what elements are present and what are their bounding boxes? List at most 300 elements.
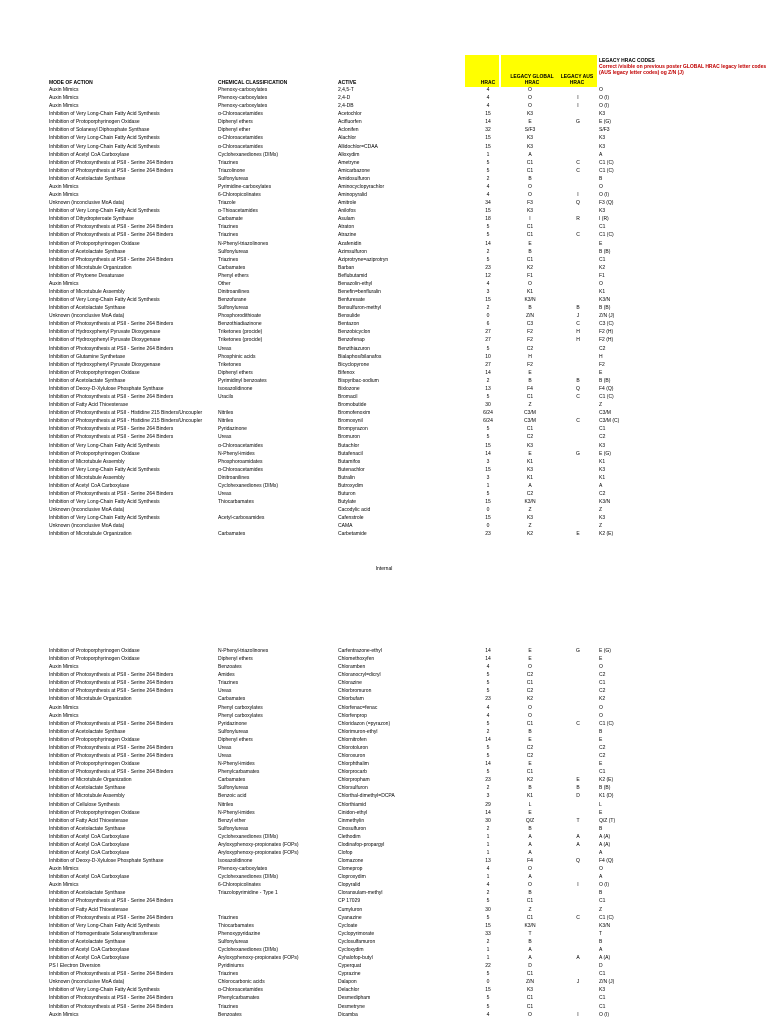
active-cell: Bromacil <box>338 394 358 401</box>
table-row <box>0 386 768 393</box>
chemical-classification-cell: Triazines <box>218 914 239 921</box>
legacy-code-cell: Z/N (J) <box>599 313 615 320</box>
mode-of-action-cell: Inhibition of Very Long-Chain Fatty Acid Synthesis <box>49 515 160 522</box>
mode-of-action-cell: Inhibition of Acetyl CoA Carboxylase <box>49 946 130 953</box>
mode-of-action-cell: Inhibition of Photosynthesis at PSII - Serine 264 Binders <box>49 720 174 727</box>
hrac-cell: 1 <box>486 482 490 489</box>
table-row <box>0 208 768 215</box>
active-cell: Cinosulfuron <box>338 825 367 832</box>
legacy-aus-hrac-cell: I <box>577 1011 579 1018</box>
mode-of-action-cell: Auxin Mimics <box>49 95 79 102</box>
table-row <box>0 818 768 825</box>
legacy-aus-hrac-cell: B <box>576 377 580 384</box>
active-cell: Butroxydim <box>338 482 364 489</box>
table-row <box>0 249 768 256</box>
chemical-classification-cell: N-Phenyl-imides <box>218 450 255 457</box>
legacy-global-hrac-cell: K3/N <box>524 922 536 929</box>
legacy-code-cell: B (B) <box>599 377 611 384</box>
legacy-aus-hrac-cell: Q <box>576 200 580 207</box>
active-cell: Bispyribac-sodium <box>338 377 379 384</box>
active-cell: Benazolin-ethyl <box>338 280 373 287</box>
table-row <box>0 834 768 841</box>
legacy-code-cell: A <box>599 151 603 158</box>
active-cell: Bentazon <box>338 321 360 328</box>
active-cell: Aminocyclopyrachlor <box>338 183 385 190</box>
legacy-code-cell: C2 <box>599 688 606 695</box>
hrac-cell: 5 <box>486 769 490 776</box>
mode-of-action-cell: Inhibition of Very Long-Chain Fatty Acid Synthesis <box>49 466 160 473</box>
hrac-cell: 5 <box>486 224 490 231</box>
hrac-cell: 5 <box>486 345 490 352</box>
hrac-cell: 6 <box>486 321 490 328</box>
active-cell: Delachlor <box>338 987 360 994</box>
mode-of-action-cell: Inhibition of Acetyl CoA Carboxylase <box>49 151 130 158</box>
hrac-cell: 4 <box>486 704 490 711</box>
mode-of-action-cell: Unknown (inconclusive MoA data) <box>49 979 125 986</box>
active-cell: Clomeprop <box>338 866 363 873</box>
chemical-classification-cell: Benzothiadiazinone <box>218 321 262 328</box>
legacy-code-cell: E <box>599 656 603 663</box>
active-cell: Bialaphos/bilanafos <box>338 353 382 360</box>
mode-of-action-cell: Auxin Mimics <box>49 1011 79 1018</box>
table-row <box>0 939 768 946</box>
hrac-cell: 5 <box>486 426 490 433</box>
table-row <box>0 523 768 530</box>
active-cell: Chlorotoluron <box>338 744 369 751</box>
chemical-classification-cell: Carbamates <box>218 777 246 784</box>
mode-of-action-cell: Auxin Mimics <box>49 87 79 93</box>
legacy-global-hrac-cell: F3 <box>527 200 533 207</box>
chemical-classification-cell: Diphenyl ethers <box>218 656 253 663</box>
mode-of-action-cell: Inhibition of Acetolactate Synthase <box>49 248 126 255</box>
legacy-code-cell: K3 <box>599 987 606 994</box>
mode-of-action-cell: Inhibition of Protoporphyrinogen Oxidase <box>49 240 140 247</box>
hrac-cell: 23 <box>485 531 491 538</box>
mode-of-action-cell: Inhibition of Protoporphyrinogen Oxidase <box>49 450 140 457</box>
legacy-global-hrac-cell: K3 <box>526 515 534 522</box>
table-row <box>0 1012 768 1019</box>
hrac-cell: 12 <box>485 272 491 279</box>
active-cell: Amitrole <box>338 200 357 207</box>
legacy-code-cell: K3/N <box>599 499 611 506</box>
legacy-code-cell: F2 <box>599 361 605 368</box>
mode-of-action-cell: Inhibition of Microtubule Assembly <box>49 474 125 481</box>
legacy-global-hrac-cell: C2 <box>526 434 534 441</box>
legacy-global-hrac-cell: C2 <box>526 744 534 751</box>
table-row <box>0 907 768 914</box>
chemical-classification-cell: α-Chloroacetamides <box>218 987 263 994</box>
chemical-classification-cell: Sulfonylureas <box>218 305 249 312</box>
legacy-global-hrac-header: LEGACY GLOBAL HRAC <box>510 74 554 86</box>
legacy-global-hrac-cell: C1 <box>526 167 534 174</box>
chemical-classification-cell: Triazines <box>218 256 239 263</box>
legacy-global-hrac-cell: K2 <box>526 531 534 538</box>
active-cell: Butralin <box>338 474 355 481</box>
legacy-code-cell: A <box>599 874 603 881</box>
active-cell: Aziprotryne=aziprotryn <box>338 256 389 263</box>
legacy-code-cell: O <box>599 664 603 671</box>
chemical-classification-cell: Ureas <box>218 434 232 441</box>
hrac-cell: 2 <box>486 377 490 384</box>
mode-of-action-cell: Inhibition of Photosynthesis at PSII - Serine 264 Binders <box>49 491 174 497</box>
mode-of-action-cell: Inhibition of Photosynthesis at PSII - Serine 264 Binders <box>49 434 174 441</box>
chemical-classification-cell: Sulfonylureas <box>218 825 249 832</box>
legacy-global-hrac-cell: F4 <box>527 385 533 392</box>
table-row <box>0 224 768 231</box>
chemical-classification-cell: N-Phenyl-triazolinones <box>218 648 269 654</box>
mode-of-action-cell: Inhibition of Photosynthesis at PSII - Serine 264 Binders <box>49 680 174 687</box>
active-cell: Amicarbazone <box>338 167 370 174</box>
hrac-cell: 5 <box>486 688 490 695</box>
table-row <box>0 192 768 199</box>
chemical-classification-cell: Ureas <box>218 753 232 760</box>
mode-of-action-cell: Inhibition of Fatty Acid Thioesterase <box>49 817 129 824</box>
legacy-global-hrac-cell: B <box>528 377 532 384</box>
legacy-global-hrac-cell: C2 <box>526 345 534 352</box>
legacy-code-cell: A <box>599 946 603 953</box>
legacy-code-cell: K3 <box>599 208 606 215</box>
hrac-cell: 2 <box>486 248 490 255</box>
legacy-global-hrac-cell: B <box>528 248 532 255</box>
active-cell: Cacodylic acid <box>338 507 371 514</box>
active-cell: Butachlor <box>338 442 360 449</box>
legacy-aus-hrac-cell: A <box>576 841 580 848</box>
legacy-code-cell: F3 (Q) <box>599 200 614 207</box>
mode-of-action-cell: Inhibition of Photosynthesis at PSII - Serine 264 Binders <box>49 159 174 166</box>
mode-of-action-cell: PS I Electron Diversion <box>49 963 101 970</box>
mode-of-action-cell: Unknown (inconclusive MoA data) <box>49 523 125 530</box>
table-row <box>0 354 768 361</box>
hrac-cell: 5 <box>486 159 490 166</box>
hrac-cell: 29 <box>485 801 491 808</box>
active-cell: Bensulide <box>338 313 360 320</box>
hrac-cell: 0 <box>486 507 490 514</box>
active-cell: Chlomethoxyfen <box>338 656 375 663</box>
active-cell: 2,4,5-T <box>338 87 354 93</box>
legacy-code-cell: K3/N <box>599 297 611 304</box>
table-row <box>0 866 768 873</box>
mode-of-action-cell: Inhibition of Protoporphyrinogen Oxidase <box>49 736 140 743</box>
active-cell: Chlorbromuron <box>338 688 372 695</box>
mode-of-action-cell: Inhibition of Very Long-Chain Fatty Acid Synthesis <box>49 297 160 304</box>
mode-of-action-cell: Auxin Mimics <box>49 103 79 110</box>
legacy-code-cell: K3 <box>599 515 606 522</box>
mode-of-action-cell: Inhibition of Cellulose Synthesis <box>49 801 120 808</box>
legacy-codes-title: LEGACY HRAC CODES <box>599 58 655 64</box>
table-row <box>0 842 768 849</box>
hrac-cell: 4 <box>486 280 490 287</box>
chemical-classification-cell: Pyrimidine-carboxylates <box>218 183 272 190</box>
legacy-global-hrac-cell: C1 <box>526 224 534 231</box>
active-cell: Cycloxydim <box>338 946 364 953</box>
active-cell: Chloranocryl=dicryl <box>338 672 381 679</box>
mode-of-action-cell: Inhibition of Microtubule Organization <box>49 264 132 271</box>
chemical-classification-cell: Triketones (procide) <box>218 337 263 344</box>
active-cell: Bicyclopyrone <box>338 361 370 368</box>
legacy-global-hrac-cell: Z <box>528 523 532 530</box>
chemical-classification-cell: Thiocarbamates <box>218 499 254 506</box>
mode-of-action-cell: Inhibition of Photosynthesis at PSII - Serine 264 Binders <box>49 426 174 433</box>
mode-of-action-cell: Inhibition of Acetyl CoA Carboxylase <box>49 874 130 881</box>
active-cell: Benzofenap <box>338 337 365 344</box>
legacy-code-cell: K2 (E) <box>599 531 614 538</box>
legacy-global-hrac-cell: K1 <box>526 458 534 465</box>
active-cell: Cinidon-ethyl <box>338 809 368 816</box>
table-row <box>0 745 768 752</box>
table-row <box>0 810 768 817</box>
table-row <box>0 664 768 671</box>
mode-of-action-cell: Auxin Mimics <box>49 866 79 873</box>
legacy-global-hrac-cell: C1 <box>526 720 534 727</box>
table-row <box>0 947 768 954</box>
table-row <box>0 257 768 264</box>
chemical-classification-cell: α-Chloroacetamides <box>218 111 263 118</box>
legacy-aus-hrac-cell: G <box>576 648 580 654</box>
mode-of-action-cell: Auxin Mimics <box>49 882 79 889</box>
legacy-code-cell: C1 <box>599 680 606 687</box>
legacy-code-cell: D <box>599 963 603 970</box>
hrac-cell: 15 <box>485 499 491 506</box>
legacy-aus-hrac-cell: I <box>577 882 579 889</box>
mode-of-action-cell: Inhibition of Photosynthesis at PSII - Serine 264 Binders <box>49 914 174 921</box>
legacy-global-hrac-cell: T <box>528 930 532 937</box>
table-row <box>0 111 768 118</box>
table-row <box>0 337 768 344</box>
mode-of-action-cell: Inhibition of Acetolactate Synthase <box>49 377 126 384</box>
legacy-global-hrac-cell: O <box>528 280 532 287</box>
legacy-code-cell: K1 <box>599 458 606 465</box>
legacy-global-hrac-cell: K3 <box>526 143 534 150</box>
chemical-classification-cell: Pyrimidinyl benzoates <box>218 377 267 384</box>
hrac-cell: 5 <box>486 914 490 921</box>
mode-of-action-cell: Inhibition of Photosynthesis at PSII - Serine 264 Binders <box>49 167 174 174</box>
legacy-global-hrac-cell: C3/M <box>524 418 536 425</box>
table-row <box>0 793 768 800</box>
hrac-cell: 27 <box>485 361 491 368</box>
active-cell: Acetochlor <box>338 111 362 118</box>
table-row <box>0 297 768 304</box>
legacy-aus-hrac-cell: H <box>576 329 580 336</box>
legacy-aus-hrac-cell: Q <box>576 385 580 392</box>
legacy-code-cell: B <box>599 728 603 735</box>
legacy-aus-hrac-cell: G <box>576 119 580 126</box>
active-cell: Clofop <box>338 850 353 856</box>
hrac-header: HRAC <box>480 80 496 86</box>
hrac-cell: 0 <box>486 313 490 320</box>
chemical-classification-cell: N-Phenyl-triazolinones <box>218 240 269 247</box>
legacy-global-hrac-cell: C3 <box>526 321 534 328</box>
legacy-code-cell: C2 <box>599 491 606 497</box>
legacy-global-hrac-cell: F4 <box>527 858 533 865</box>
mode-of-action-cell: Inhibition of Photosynthesis at PSII - Serine 264 Binders <box>49 898 174 905</box>
active-cell: Chlorprocarb <box>338 769 367 776</box>
legacy-global-hrac-cell: E <box>528 656 532 663</box>
active-cell: Chlorfenprop <box>338 712 367 719</box>
table-row <box>0 491 768 498</box>
table-row <box>0 168 768 175</box>
hrac-cell: 1 <box>486 850 490 856</box>
mode-of-action-cell: Inhibition of Photosynthesis at PSII - Serine 264 Binders <box>49 688 174 695</box>
legacy-code-cell: K2 <box>599 696 606 703</box>
legacy-code-cell: B (B) <box>599 785 611 792</box>
active-cell: Atrazine <box>338 232 357 239</box>
active-cell: Chlorphthalim <box>338 761 369 768</box>
legacy-global-hrac-cell: O <box>528 712 532 719</box>
legacy-aus-hrac-cell: C <box>576 394 580 401</box>
mode-of-action-cell: Inhibition of Photosynthesis at PSII - Serine 264 Binders <box>49 345 174 352</box>
active-cell: Carbetamide <box>338 531 367 538</box>
legacy-global-hrac-cell: K3/N <box>524 297 536 304</box>
legacy-global-hrac-cell: B <box>528 785 532 792</box>
legacy-code-cell: K3/N <box>599 922 611 929</box>
hrac-cell: 30 <box>485 402 491 409</box>
table-row <box>0 281 768 288</box>
chemical-classification-cell: Diphenyl ethers <box>218 369 253 376</box>
active-cell: Bromoxynil <box>338 418 363 425</box>
mode-of-action-cell: Inhibition of Photosynthesis at PSII - Serine 264 Binders <box>49 321 174 328</box>
legacy-code-cell: K1 <box>599 289 606 295</box>
chemical-classification-cell: Benzoic acid <box>218 793 247 800</box>
chemical-classification-cell: Sulfonylureas <box>218 785 249 792</box>
legacy-global-hrac-cell: F2 <box>527 361 533 368</box>
active-cell: Alachlor <box>338 135 357 142</box>
hrac-cell: 4 <box>486 882 490 889</box>
table-row <box>0 705 768 712</box>
mode-of-action-cell: Inhibition of Photosynthesis at PSII - Serine 264 Binders <box>49 394 174 401</box>
legacy-code-cell: K3 <box>599 111 606 118</box>
hrac-cell: 23 <box>485 696 491 703</box>
legacy-code-cell: C2 <box>599 672 606 679</box>
hrac-cell: 4 <box>486 712 490 719</box>
legacy-global-hrac-cell: K2 <box>526 696 534 703</box>
active-cell: Alloxydim <box>338 151 360 158</box>
hrac-cell: 15 <box>485 111 491 118</box>
mode-of-action-cell: Inhibition of Acetolactate Synthase <box>49 728 126 735</box>
active-cell: Bromofenoxim <box>338 410 371 417</box>
chemical-classification-header: CHEMICAL CLASSIFICATION <box>218 80 288 86</box>
legacy-global-hrac-cell: C1 <box>526 914 534 921</box>
chemical-classification-cell: Carbamates <box>218 696 246 703</box>
legacy-code-cell: F2 (H) <box>599 329 614 336</box>
mode-of-action-cell: Inhibition of Microtubule Assembly <box>49 793 125 800</box>
hrac-cell: 4 <box>486 87 490 93</box>
hrac-cell: 6/24 <box>483 410 493 417</box>
table-row <box>0 963 768 970</box>
legacy-code-cell: B <box>599 175 603 182</box>
table-row <box>0 688 768 695</box>
legacy-global-hrac-cell: D <box>528 963 532 970</box>
table-row <box>0 656 768 663</box>
mode-of-action-cell: Inhibition of Protoporphyrinogen Oxidase <box>49 809 140 816</box>
legacy-code-cell: C1 (C) <box>599 167 614 174</box>
legacy-code-cell: C1 (C) <box>599 720 614 727</box>
mode-of-action-cell: Inhibition of Fatty Acid Thioesterase <box>49 906 129 913</box>
active-cell: Brompyrazon <box>338 426 368 433</box>
active-cell: Aclonifen <box>338 127 359 134</box>
legacy-code-cell: O <box>599 712 603 719</box>
active-cell: Desmetryne <box>338 1003 365 1010</box>
legacy-global-hrac-cell: I <box>529 216 531 223</box>
chemical-classification-cell: α-Chloroacetamides <box>218 143 263 150</box>
table-row <box>0 87 768 94</box>
legacy-code-cell: C1 (C) <box>599 394 614 401</box>
active-cell: Acifluorfen <box>338 119 362 126</box>
legacy-code-cell: E <box>599 736 603 743</box>
legacy-code-cell: E (G) <box>599 648 611 654</box>
table-row <box>0 467 768 474</box>
mode-of-action-cell: Inhibition of Protoporphyrinogen Oxidase <box>49 119 140 126</box>
legacy-code-cell: C1 (C) <box>599 914 614 921</box>
table-row <box>0 826 768 833</box>
active-cell: Chloramben <box>338 664 366 671</box>
chemical-classification-cell: Phenoxy-carboxylates <box>218 103 268 110</box>
active-cell: Cumyluron <box>338 906 363 913</box>
hrac-cell: 30 <box>485 906 491 913</box>
active-cell: Bifenox <box>338 369 355 376</box>
hrac-cell: 32 <box>485 127 491 134</box>
active-cell: Desmedipham <box>338 995 371 1002</box>
legacy-global-hrac-cell: O <box>528 103 532 110</box>
mode-of-action-cell: Inhibition of Very Long-Chain Fatty Acid Synthesis <box>49 442 160 449</box>
legacy-global-hrac-cell: A <box>528 946 532 953</box>
hrac-cell: 27 <box>485 329 491 336</box>
legacy-global-hrac-cell: A <box>528 850 532 856</box>
legacy-global-hrac-cell: E <box>528 240 532 247</box>
table-row <box>0 200 768 207</box>
legacy-code-cell: C1 <box>599 256 606 263</box>
mode-of-action-cell: Inhibition of Microtubule Organization <box>49 531 132 538</box>
legacy-global-hrac-cell: K1 <box>526 474 534 481</box>
mode-of-action-cell: Inhibition of Hydroxyphenyl Pyruvate Dioxygenase <box>49 361 161 368</box>
chemical-classification-cell: Triazines <box>218 680 239 687</box>
mode-of-action-header: MODE OF ACTION <box>49 80 93 86</box>
chemical-classification-cell: Cyclohexanediones (DIMs) <box>218 482 279 489</box>
active-cell: Butamifos <box>338 458 361 465</box>
chemical-classification-cell: Phenoxy-carboxylates <box>218 95 268 102</box>
active-cell: Chlornitrofen <box>338 736 367 743</box>
table-row <box>0 769 768 776</box>
legacy-global-hrac-cell: A <box>528 841 532 848</box>
legacy-code-cell: A <box>599 482 603 489</box>
active-cell: Benfuresate <box>338 297 365 304</box>
table-row <box>0 418 768 425</box>
mode-of-action-cell: Inhibition of Hydroxyphenyl Pyruvate Dioxygenase <box>49 337 161 344</box>
active-cell: Chlorpropham <box>338 777 370 784</box>
mode-of-action-cell: Inhibition of Acetolactate Synthase <box>49 938 126 945</box>
legacy-global-hrac-cell: A <box>528 874 532 881</box>
hrac-cell: 5 <box>486 995 490 1002</box>
legacy-aus-hrac-cell: C <box>576 418 580 425</box>
legacy-global-hrac-cell: B <box>528 825 532 832</box>
chemical-classification-cell: Aryloxyphenoxy-propionates (FOPs) <box>218 955 299 962</box>
chemical-classification-cell: Uracils <box>218 394 234 401</box>
active-cell: Buturon <box>338 491 356 497</box>
hrac-cell: 3 <box>486 458 490 465</box>
hrac-cell: 1 <box>486 841 490 848</box>
chemical-classification-cell: N-Phenyl-imides <box>218 809 255 816</box>
legacy-aus-hrac-cell: J <box>576 979 580 986</box>
hrac-cell: 1 <box>486 874 490 881</box>
legacy-global-hrac-cell: C1 <box>526 1003 534 1010</box>
legacy-global-hrac-cell: A <box>528 151 532 158</box>
legacy-global-hrac-cell: B <box>528 938 532 945</box>
active-cell: Benzthiazuron <box>338 345 370 352</box>
active-cell: Aminopyralid <box>338 192 367 199</box>
legacy-aus-hrac-cell: J <box>576 313 580 320</box>
mode-of-action-cell: Unknown (inconclusive MoA data) <box>49 507 125 514</box>
active-cell: Clodinafop-propargyl <box>338 841 385 848</box>
mode-of-action-cell: Inhibition of Very Long-Chain Fatty Acid Synthesis <box>49 208 160 215</box>
